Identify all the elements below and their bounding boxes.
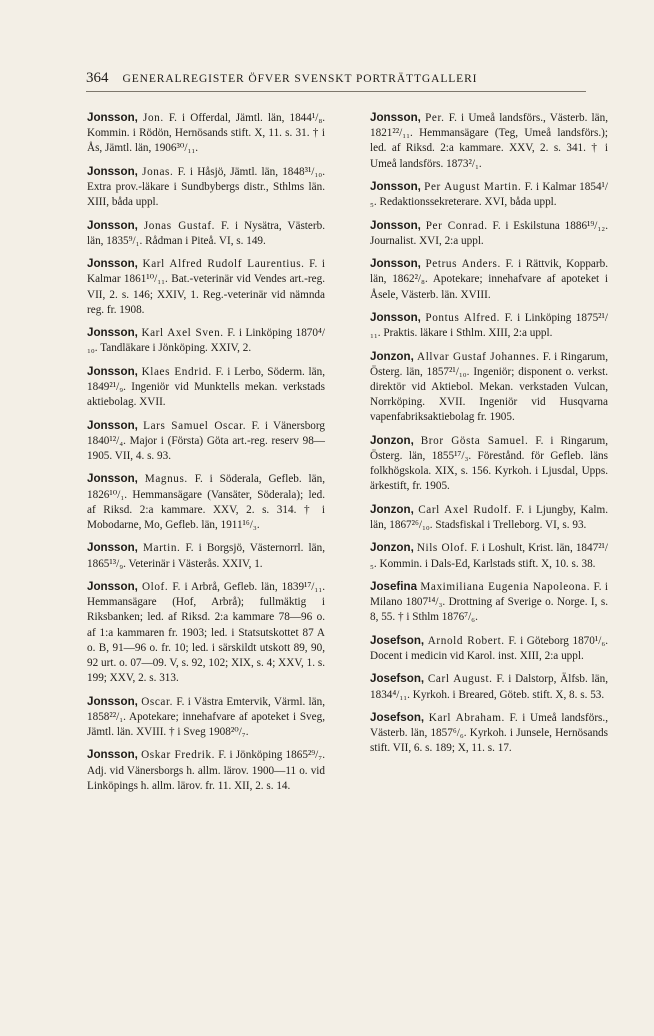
- entry-text: F. i Linköping 1870⁴/₁₀. Tandläkare i Jönköping. XXIV, 2.: [87, 327, 326, 355]
- entry-text: F. i Göteborg 1870¹/₆. Docent i medicin vid Karol. inst. XIII, 2:a uppl.: [370, 634, 609, 662]
- register-entry: [87, 110, 325, 157]
- entry-given-names: Allvar Gustaf Johannes.: [417, 350, 540, 363]
- entry-surname: Jonsson,: [87, 364, 138, 378]
- register-entry: [370, 579, 608, 626]
- entry-text: F. i Nysätra, Västerb. län, 1835⁹/₁. Rådman i Piteå. VI, s. 149.: [87, 219, 325, 247]
- entry-text: F. i Offerdal, Jämtl. län, 1844¹/₈. Kommin. i Rödön, Hernösands stift. X, 11. s. 31. † i Ås, Jämtl. län, 1906³⁰/₁₁.: [87, 112, 326, 155]
- entry-given-names: Olof.: [141, 580, 169, 593]
- entry-surname: Jonsson,: [87, 748, 138, 762]
- entry-text: F. i Kalmar 1854¹/₅. Redaktionssekreterare. XVI, båda uppl.: [370, 181, 609, 209]
- register-entry: [370, 433, 608, 495]
- entry-given-names: Karl Abraham.: [428, 711, 505, 724]
- entry-surname: Josefson,: [370, 710, 425, 724]
- entry-text: F. i Linköping 1875²¹/₁₁. Praktis. läkare i Sthlm. XIII, 2:a uppl.: [370, 311, 608, 340]
- right-column: [370, 110, 608, 764]
- running-title: GENERALREGISTER ÖFVER SVENSKT PORTRÄTTGALLERI: [122, 73, 478, 85]
- entry-surname: Jonsson,: [87, 257, 138, 271]
- entry-surname: Jonzon,: [370, 349, 414, 363]
- register-entry: [87, 218, 325, 249]
- entry-surname: Jonsson,: [87, 218, 138, 232]
- register-entry: [87, 694, 325, 741]
- register-entry: [370, 256, 608, 303]
- entry-text: F. i Borgsjö, Västernorrl. län, 1865¹³/₉. Veterinär i Västerås. XXIV, 1.: [87, 542, 325, 570]
- entry-surname: Josefson,: [370, 672, 425, 686]
- register-entry: [87, 471, 325, 533]
- entry-surname: Jonsson,: [87, 472, 138, 486]
- entry-given-names: Karl Alfred Rudolf Laurentius.: [142, 258, 305, 271]
- entry-text: F. i Lerbo, Söderm. län, 1849²¹/₉. Ingeniör vid Munktells mekan. verkstads aktiebolag. XVII.: [87, 365, 326, 409]
- entry-given-names: Per Conrad.: [425, 219, 488, 232]
- entry-given-names: Per.: [425, 112, 445, 124]
- entry-surname: Jonzon,: [370, 502, 414, 516]
- entry-text: F. i Loshult, Krist. län, 1847²¹/₅. Kommin. i Dals-Ed, Karlstads stift. X, 10. s. 38.: [370, 542, 609, 570]
- register-entry: [87, 418, 325, 465]
- entry-text: F. i Ringarum, Österg. län, 1857²¹/₁₀. Ingeniör; disponent o. verkst. direktör vid Aktiebol. Mekan. verkstaden Vulcan, Norrköping. XVII. Ingeniör vid Husqvarna vapenfabriksaktiebolag fr. 1905.: [370, 350, 608, 424]
- entry-surname: Jonsson,: [87, 111, 138, 124]
- entry-text: F. i Vänersborg 1840¹²/₄. Major i (Första) Göta art.-reg. reserv 98—1905. VII, 4. s. 93.: [87, 419, 326, 462]
- register-entry: [370, 218, 608, 249]
- entry-given-names: Jon.: [143, 112, 164, 124]
- entry-given-names: Oscar.: [141, 695, 174, 708]
- entry-given-names: Arnold Robert.: [427, 634, 505, 647]
- entry-given-names: Per August Martin.: [424, 181, 522, 193]
- page-header: [86, 70, 586, 92]
- entry-text: F. i Umeå landsförs., Västerb. län, 1857⁶/₆. Kyrkoh. i Junsele, Hernösands stift. VII, 6. s. 189; X, 11. s. 17.: [370, 711, 608, 755]
- entry-text: F. i Ljungby, Kalm. län, 1867²⁶/₁₀. Stadsfiskal i Trelleborg. VI, s. 93.: [370, 503, 609, 531]
- entry-given-names: Pontus Alfred.: [425, 311, 501, 324]
- register-entry: [87, 364, 325, 411]
- entry-text: F. i Arbrå, Gefleb. län, 1839¹⁷/₁₁. Hemmansägare (Hof, Arbrå); fullmäktig i Riksbanken; led. af Riksd. 2:a kammare 78—96 o. af 1:a kammaren fr. 1903; led. i Statsutskottet 87 A o. B, 91—96 o. fr. 10; led. i särskildt utskott 89, 90, 92 urt. o. 07—09. V, s. 92, 102; XIX, s. 4; XXV, 1. s. 199; XXV, 2. s. 313.: [87, 580, 326, 685]
- entry-given-names: Klaes Endrid.: [141, 365, 212, 378]
- entry-surname: Jonsson,: [370, 257, 421, 271]
- entry-surname: Jonsson,: [370, 310, 421, 324]
- register-entry: [370, 540, 608, 571]
- register-entry: [370, 349, 608, 426]
- entry-text: F. i Västra Emtervik, Värml. län, 1858²²/₁. Apotekare; innehafvare af apoteket i Sveg, Jämtl. län. XVIII. † i Sveg 1908²⁰/₇.: [87, 695, 326, 738]
- entry-text: F. i Dalstorp, Älfsb. län, 1834⁴/₁₁. Kyrkoh. i Breared, Göteb. stift. X, 8. s. 53.: [370, 673, 609, 701]
- left-column: [87, 110, 325, 801]
- register-entry: [87, 540, 325, 571]
- register-entry: [370, 633, 608, 664]
- entry-text: F. i Eskilstuna 1886¹⁹/₁₂. Journalist. XVI, 2:a uppl.: [370, 219, 609, 247]
- register-entry: [370, 179, 608, 210]
- entry-surname: Jonsson,: [370, 111, 421, 124]
- entry-surname: Jonsson,: [87, 541, 138, 555]
- entry-given-names: Nils Olof.: [416, 542, 468, 555]
- entry-text: F. i Rättvik, Kopparb. län, 1862²/₈. Apotekare; innehafvare af apoteket i Åsele, Västerb. län. XVIII.: [370, 258, 609, 301]
- entry-surname: Jonsson,: [87, 694, 138, 708]
- entry-given-names: Martin.: [142, 542, 181, 555]
- entry-given-names: Bror Gösta Samuel.: [420, 434, 529, 447]
- register-entry: [87, 579, 325, 686]
- entry-given-names: Carl August.: [427, 673, 493, 686]
- register-entry: [370, 502, 608, 533]
- entry-surname: Jonzon,: [370, 433, 414, 447]
- entry-given-names: Oskar Fredrik.: [141, 749, 216, 762]
- register-entry: [370, 671, 608, 702]
- entry-surname: Jonsson,: [87, 164, 138, 178]
- entry-surname: Josefina: [370, 579, 418, 593]
- entry-text: F. i Ringarum, Österg. län, 1855¹⁷/₃. Förestånd. för Gefleb. läns folkhögskola. XIX, s. 156. Kyrkoh. i Ljusdal, Upps. ärkestift, fr. 1905.: [370, 434, 609, 493]
- entry-given-names: Karl Axel Sven.: [141, 327, 224, 340]
- entry-given-names: Petrus Anders.: [425, 258, 501, 271]
- register-entry: [370, 110, 608, 172]
- register-entry: [370, 710, 608, 757]
- entry-text: F. i Söderala, Gefleb. län, 1826¹⁰/₁. Hemmansägare (Vansäter, Söderala); led. af Riksd. 2:a kammare. XXV, 2. s. 314. † i Mobodarne, Mo, Gefleb. län, 1911¹⁶/₃.: [87, 473, 326, 531]
- entry-text: F. i Håsjö, Jämtl. län, 1848³¹/₁₀. Extra prov.-läkare i Sundbybergs distr., Sthlms län. XIII, båda uppl.: [87, 165, 325, 209]
- entry-given-names: Magnus.: [144, 473, 188, 486]
- entry-surname: Jonsson,: [370, 180, 421, 193]
- page-number: 364: [86, 70, 109, 86]
- register-entry: [87, 325, 325, 356]
- register-entry: [87, 256, 325, 318]
- entry-surname: Jonsson,: [87, 418, 138, 432]
- register-entry: [87, 164, 325, 211]
- register-entry: [87, 747, 325, 794]
- entry-given-names: Jonas.: [142, 165, 174, 178]
- entry-surname: Jonzon,: [370, 541, 414, 555]
- entry-surname: Jonsson,: [87, 579, 138, 593]
- entry-given-names: Maximiliana Eugenia Napoleona.: [420, 580, 591, 593]
- entry-surname: Jonsson,: [370, 218, 421, 232]
- entry-surname: Jonsson,: [87, 326, 138, 340]
- entry-text: F. i Umeå landsförs., Västerb. län, 1821²²/₁₁. Hemmansägare (Teg, Umeå landsförs.); led. af Riksd. 2:a kammare. XXV, 2. s. 341. † i Umeå landsförs. 1873²/₁.: [370, 112, 608, 170]
- entry-given-names: Jonas Gustaf.: [143, 219, 216, 232]
- entry-text: F. i Milano 1807¹⁴/₃. Drottning af Sverige o. Norge. I, s. 8, 55. † i Sthlm 1876⁷/₆.: [370, 580, 608, 624]
- register-entry: [370, 310, 608, 341]
- entry-given-names: Lars Samuel Oscar.: [143, 419, 247, 432]
- entry-surname: Josefson,: [370, 633, 425, 647]
- entry-text: F. i Kalmar 1861¹⁰/₁₁. Bat.-veterinär vid Vendes art.-reg. VII, 2. s. 146; XXIV, 1. Reg.-veterinär vid nämnda reg. fr. 1908.: [87, 258, 326, 316]
- entry-given-names: Carl Axel Rudolf.: [418, 503, 512, 516]
- entry-text: F. i Jönköping 1865²⁹/₇. Adj. vid Vänersborgs h. allm. lärov. 1900—11 o. vid Linköpings h. allm. lärov. fr. 11. XII, 2. s. 14.: [87, 749, 325, 792]
